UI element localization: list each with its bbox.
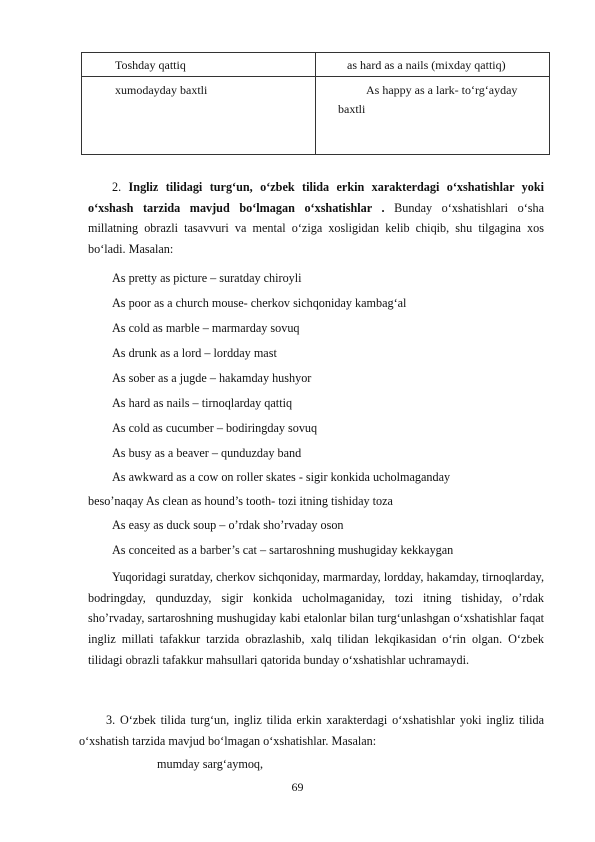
table-cell-uzbek — [82, 77, 316, 155]
example-line: As pretty as picture – suratday chiroyli — [112, 271, 302, 285]
example-line: As awkward as a cow on roller skates - sigir konkida ucholmaganday — [112, 470, 451, 484]
example-line: As conceited as a barber’s cat – sartaroshning mushugiday kekkaygan — [112, 543, 454, 557]
cell-text: As happy as a lark- to‘rg‘ayday — [366, 83, 518, 97]
example-line: As poor as a church mouse- cherkov sichqoniday kambag‘al — [112, 296, 407, 310]
section-intro: Bunday o‘xshatishlari o‘sha millatning obrazli tasavvuri va mental o‘ziga xosligidan kelib chiqib, shu tilgagina xos bo‘ladi. Masalan: — [88, 200, 545, 256]
example-line: mumday sarg‘aymoq, — [157, 757, 264, 771]
cell-text: Toshday qattiq — [115, 58, 186, 72]
conclusion-paragraph: Yuqoridagi suratday, cherkov sichqoniday, marmarday, lordday, hakamday, tirnoqlarday, bodringday, qunduzday, sigir konkida ucholmaganiday, tozi itning tishiday, o’rdak sho’rvaday, sartaroshning mushugiday kabi etalonlar bilan turg‘unlashgan o‘xshatishlar faqat ingliz millati tafakkur tarzida obrazlashib, xalq tilidan lekqikasidan o‘rin olgan. O‘zbek tilidagi obrazli tafakkur mahsullari qatorida bunday o‘xshatishlar uchramaydi. — [88, 570, 544, 667]
section-2-paragraph — [88, 177, 544, 259]
cell-text: xumodayday baxtli — [115, 83, 208, 97]
section-number: 2. — [112, 180, 122, 194]
cell-text: baxtli — [338, 102, 366, 116]
table-cell-uzbek — [82, 53, 316, 77]
table-row — [82, 77, 550, 155]
cell-text: as hard as a nails (mixday qattiq) — [347, 58, 506, 72]
table-cell-english — [316, 53, 550, 77]
example-line: As busy as a beaver – qunduzday band — [112, 446, 302, 460]
section-heading: Ingliz tilidagi turg‘un, o‘zbek tilida erkin xarakterdagi o‘xshatishlar yoki o‘xshash tarzida mavjud bo‘lmagan o‘xshatishlar . — [88, 180, 545, 215]
example-line: As easy as duck soup – o’rdak sho’rvaday oson — [112, 518, 344, 532]
example-line: As sober as a jugde – hakamday hushyor — [112, 371, 312, 385]
example-line: As cold as cucumber – bodiringday sovuq — [112, 421, 318, 435]
example-line: beso’naqay As clean as hound’s tooth- tozi itning tishiday toza — [88, 494, 393, 508]
table-row — [82, 53, 550, 77]
page-number: 69 — [291, 780, 304, 794]
example-line: As drunk as a lord – lordday mast — [112, 346, 277, 360]
example-line: As hard as nails – tirnoqlarday qattiq — [112, 396, 293, 410]
example-line: As cold as marble – marmarday sovuq — [112, 321, 300, 335]
comparison-table — [81, 52, 550, 155]
section-3-paragraph: 3. O‘zbek tilida turg‘un, ingliz tilida erkin xarakterdagi o‘xshatishlar yoki ingliz tilida o‘xshatish tarzida mavjud bo‘lmagan o‘xshatishlar. Masalan: — [79, 713, 544, 748]
table-cell-english — [316, 77, 550, 155]
